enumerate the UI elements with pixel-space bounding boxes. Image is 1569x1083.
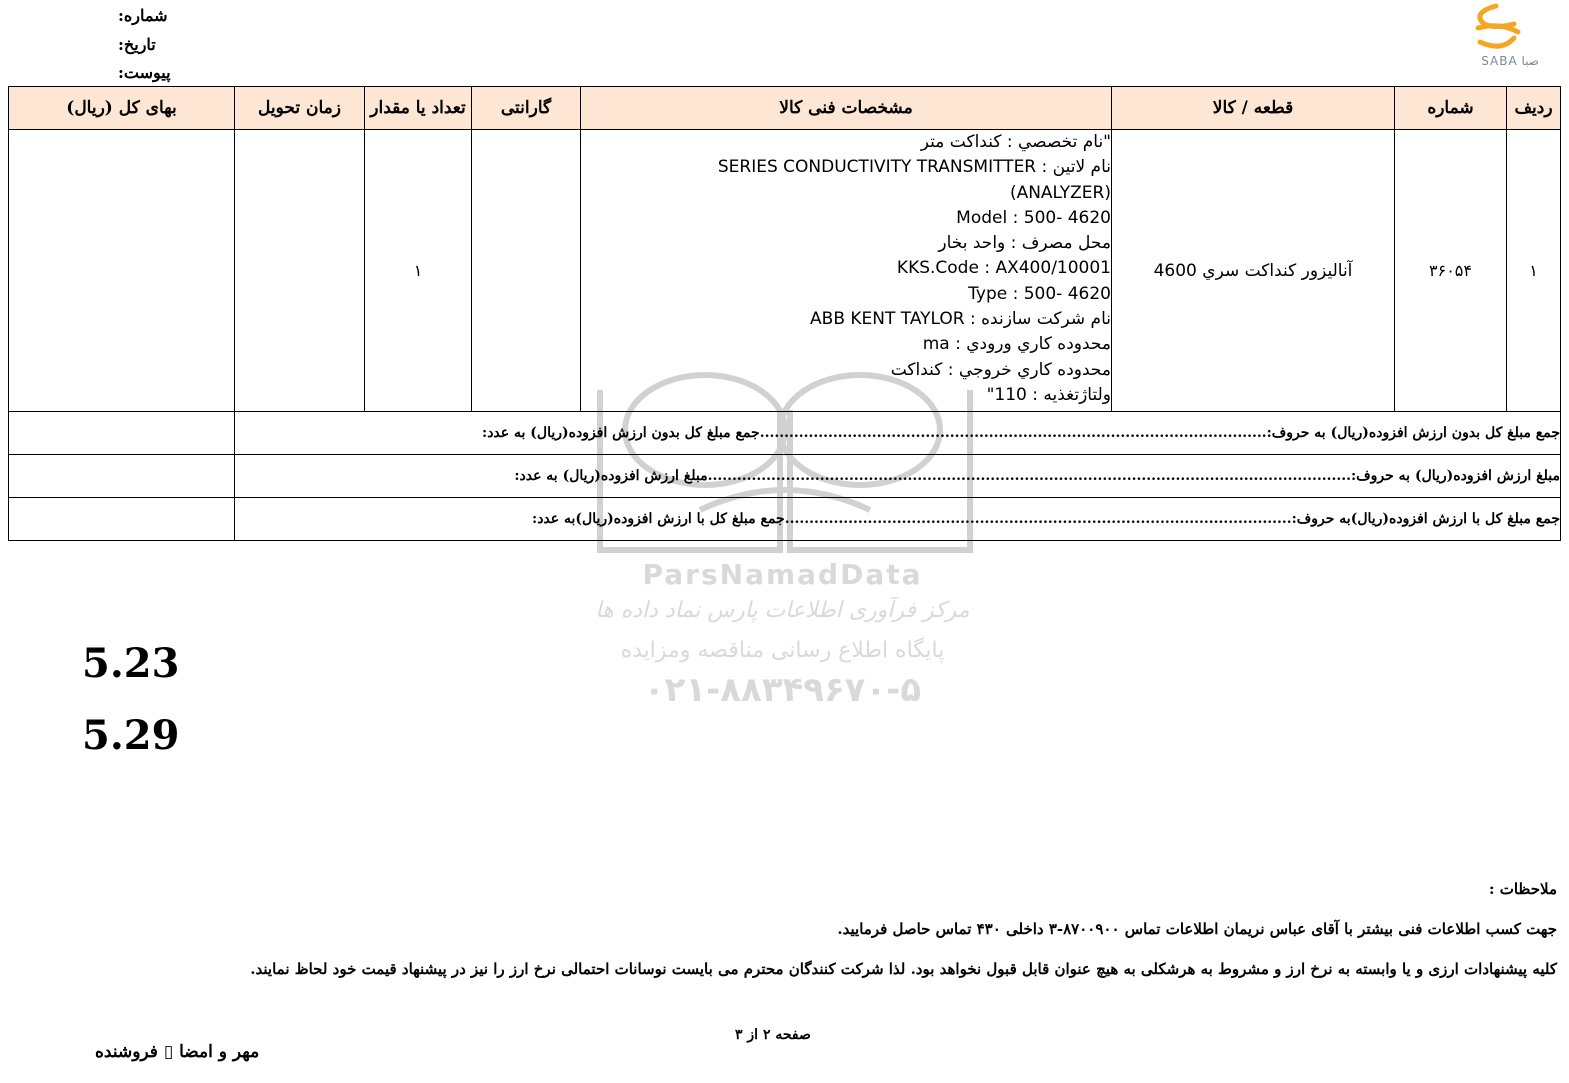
row-number: ۳۶۰۵۴ [1395,130,1507,412]
summary-cell: مبلغ ارزش افزوده(ریال) به حروف:....................................................................................................................................مبلغ ارزش افزوده(ریال) به عدد: [235,455,1561,498]
row-spec [581,130,1112,412]
summary-value [9,455,235,498]
summary-value [9,498,235,541]
seller-signature: مهر و امضا ▯ فروشنده [95,1042,260,1062]
spec-line: (ANALYZER) [1009,182,1111,203]
summary-row [9,498,1561,541]
summary-value [9,412,235,455]
summary-cell: جمع مبلغ کل با ارزش افزوده(ریال)به حروف:........................................................................................................جمع مبلغ کل با ارزش افزوده(ریال)به عدد: [235,498,1561,541]
header-warranty: گارانتی [472,87,581,130]
summary-words-label: مبلغ ارزش افزوده(ریال) به حروف: [1350,468,1560,484]
spec-line: محل مصرف : واحد بخار [938,233,1111,254]
watermark-latin: ParsNamadData [642,558,923,591]
header-delivery: زمان تحویل [235,87,365,130]
spec-line: ولتاژتغذيه : 110" [986,384,1111,405]
row-item: آناليزور كنداكت سري 4600 [1112,130,1395,412]
row-quantity: ۱ [365,130,472,412]
summary-row [9,412,1561,455]
header-spec: مشخصات فنی کالا [581,87,1112,130]
header-quantity: تعداد یا مقدار [365,87,472,130]
table-header-row [9,87,1561,130]
saba-logo-icon [1444,2,1549,62]
watermark-phone: ۰۲۱-۸۸۳۴۹۶۷۰-۵ [643,670,922,710]
summary-digits-label: جمع مبلغ کل بدون ارزش افزوده(ریال) به عدد: [482,425,760,441]
notes-title: ملاحظات : [1488,880,1557,898]
summary-digits-label: جمع مبلغ کل با ارزش افزوده(ریال)به عدد: [532,511,785,527]
row-index: ۱ [1507,130,1561,412]
date-label: تاریخ: [118,35,156,54]
summary-digits-label: مبلغ ارزش افزوده(ریال) به عدد: [514,468,708,484]
summary-row [9,455,1561,498]
spec-line: Type : 500- 4620 [968,283,1111,304]
spec-line: نام لاتين : SERIES CONDUCTIVITY TRANSMITTER [717,157,1111,178]
spec-line: محدوده كاري ورودي : ma [922,334,1111,355]
summary-words-label: جمع مبلغ کل با ارزش افزوده(ریال)به حروف: [1291,511,1560,527]
notes-line: جهت کسب اطلاعات فنی بیشتر با آقای عباس نریمان اطلاعات تماس ۸۷۰۰۹۰۰-۳ داخلی ۴۳۰ تماس حاصل فرمایید. [837,920,1557,938]
spec-line: KKS.Code : AX400/10001 [896,258,1111,279]
table-row [9,130,1561,412]
page-number: صفحه ۲ از ۳ [735,1027,811,1043]
row-warranty [472,130,581,412]
spec-line: "نام تخصصي : كنداكت متر [920,132,1111,152]
spec-line: Model : 500- 4620 [956,207,1111,228]
watermark-line2: پایگاه اطلاع رسانی مناقصه ومزایده [620,638,945,663]
spec-line: محدوده كاري خروجي : كنداكت [890,359,1111,380]
header-item: قطعه / کالا [1112,87,1395,130]
company-logo [1444,2,1549,80]
summary-cell: جمع مبلغ کل بدون ارزش افزوده(ریال) به حروف:........................................................................................................جمع مبلغ کل بدون ارزش افزوده(ریال) به عدد: [235,412,1561,455]
summary-words-label: جمع مبلغ کل بدون ارزش افزوده(ریال) به حروف: [1266,425,1560,441]
row-delivery [235,130,365,412]
items-table [8,86,1561,541]
notes-line: کلیه پیشنهادات ارزی و یا وابسته به نرخ ارز و مشروط به هرشکلی به هیچ عنوان قابل قبول نخواهد بود. لذا شرکت کنندگان محترم می بایست نوسانات احتمالی نرخ ارز را نیز در پیشنهاد قیمت خود لحاظ نمایند. [250,960,1557,978]
header-row-number: رديف [1507,87,1561,130]
header-total-price: بهای کل (ریال) [9,87,235,130]
handwritten-number: 5.29 [82,712,180,759]
handwritten-number: 5.23 [82,640,180,687]
number-label: شماره: [118,6,168,25]
watermark-line1: مرکز فرآوری اطلاعات پارس نماد داده ها [595,598,970,623]
header-number: شماره [1395,87,1507,130]
attachment-label: پیوست: [118,63,171,82]
spec-line: نام شركت سازنده : ABB KENT TAYLOR [810,309,1111,330]
row-total-price [9,130,235,412]
logo-text: صبا SABA [1481,54,1539,68]
